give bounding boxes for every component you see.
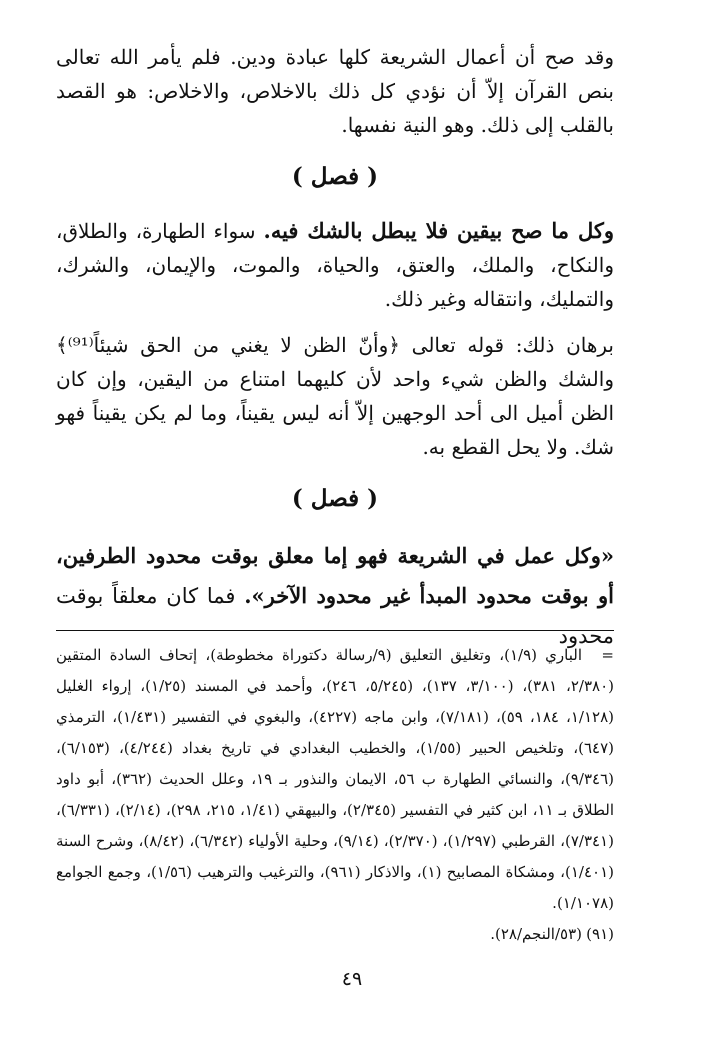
- footnote-divider: [56, 630, 614, 631]
- footnote-91-number: (٩١): [586, 925, 614, 943]
- paragraph-certainty: [56, 214, 614, 316]
- continuation-mark: =: [601, 646, 614, 664]
- paragraph-intention: وقد صح أن أعمال الشريعة كلها عبادة ودين. فلم يأمر الله تعالى بنص القرآن إلاّ أن نؤدي كل ذلك بالاخلاص، والاخلاص: هو القصد بالقلب إلى ذلك. وهو النية نفسها.: [56, 45, 614, 137]
- footnote-91-text: (٥٣/النجم/٢٨).: [490, 925, 582, 943]
- paragraph-timed-acts-rest: فما كان معلقاً بوقت محدود: [56, 584, 614, 648]
- paragraph-timed-acts: [56, 536, 614, 656]
- main-text: [56, 40, 614, 666]
- bold-rule-certainty: وكل ما صح بيقين فلا يبطل بالشك فيه.: [263, 218, 614, 243]
- page-number: ٤٩: [341, 968, 363, 990]
- paragraph-proof: برهان ذلك: قوله تعالى ﴿وأنّ الظن لا يغني من الحق شيئاً⁽⁹¹⁾﴾ والشك والظن شيء واحد لأن كليهما امتناع من اليقين، وإن كان الظن أميل الى أحد الوجهين إلاّ أنه ليس يقيناً، وما لم يكن يقيناً فهو شك. ولا يحل القطع به.: [56, 333, 614, 459]
- bold-rule-timed-acts: «وكل عمل في الشريعة فهو إما معلق بوقت محدود الطرفين، أو بوقت محدود المبدأ غير محدود الآخر».: [56, 543, 614, 608]
- footnote-continuation: [56, 640, 614, 919]
- footnote-continuation-text: الباري (١/٩)، وتغليق التعليق (٩/رسالة دكتوراة مخطوطة)، إتحاف السادة المتقين (٢/٣٨٠، ٣٨١)، (٣/١٠٠، ١٣٧)، (٥/٢٤٥، ٢٤٦)، وأحمد في المسند (١/٢٥)، إرواء الغليل (١/١٢٨، ١٨٤، ٥٩)، (٧/١٨١)، وابن ماجه (٤٢٢٧)، والبغوي في التفسير (١/٤٣١)، الترمذي (٦٤٧)، وتلخيص الحبير (١/٥٥)، والخطيب البغدادي في تاريخ بغداد (٤/٢٤٤)، (٦/١٥٣)، (٩/٣٤٦)، والنسائي الطهارة ب ٥٦، الايمان والنذور بـ ١٩، وعلل الحديث (٣٦٢)، أبو داود الطلاق بـ ١١، ابن كثير في التفسير (٢/٣٤٥)، والبيهقي (١/٤١، ٢١٥، ٢٩٨)، (٢/١٤)، (٦/٣٣١)، (٧/٣٤١)، القرطبي (١/٢٩٧)، (٢/٣٧٠)، (٩/١٤)، وحلية الأولياء (٦/٣٤٢)، (٨/٤٢)، وشرح السنة (١/٤٠١)، ومشكاة المصابيح (١)، والاذكار (٩٦١)، والترغيب والترهيب (١/٥٦)، وجمع الجوامع (١/١٠٧٨).: [56, 646, 615, 912]
- footnote-91: [56, 919, 614, 950]
- section-heading-2: ( فصل ): [291, 485, 379, 512]
- footnotes: [56, 640, 614, 950]
- paragraph-certainty-rest: سواء الطهارة، والطلاق، والنكاح، والملك، والعتق، والحياة، والموت، والإيمان، والشرك، والتمليك، وانتقاله وغير ذلك.: [56, 219, 614, 311]
- section-heading-1: ( فصل ): [291, 163, 379, 190]
